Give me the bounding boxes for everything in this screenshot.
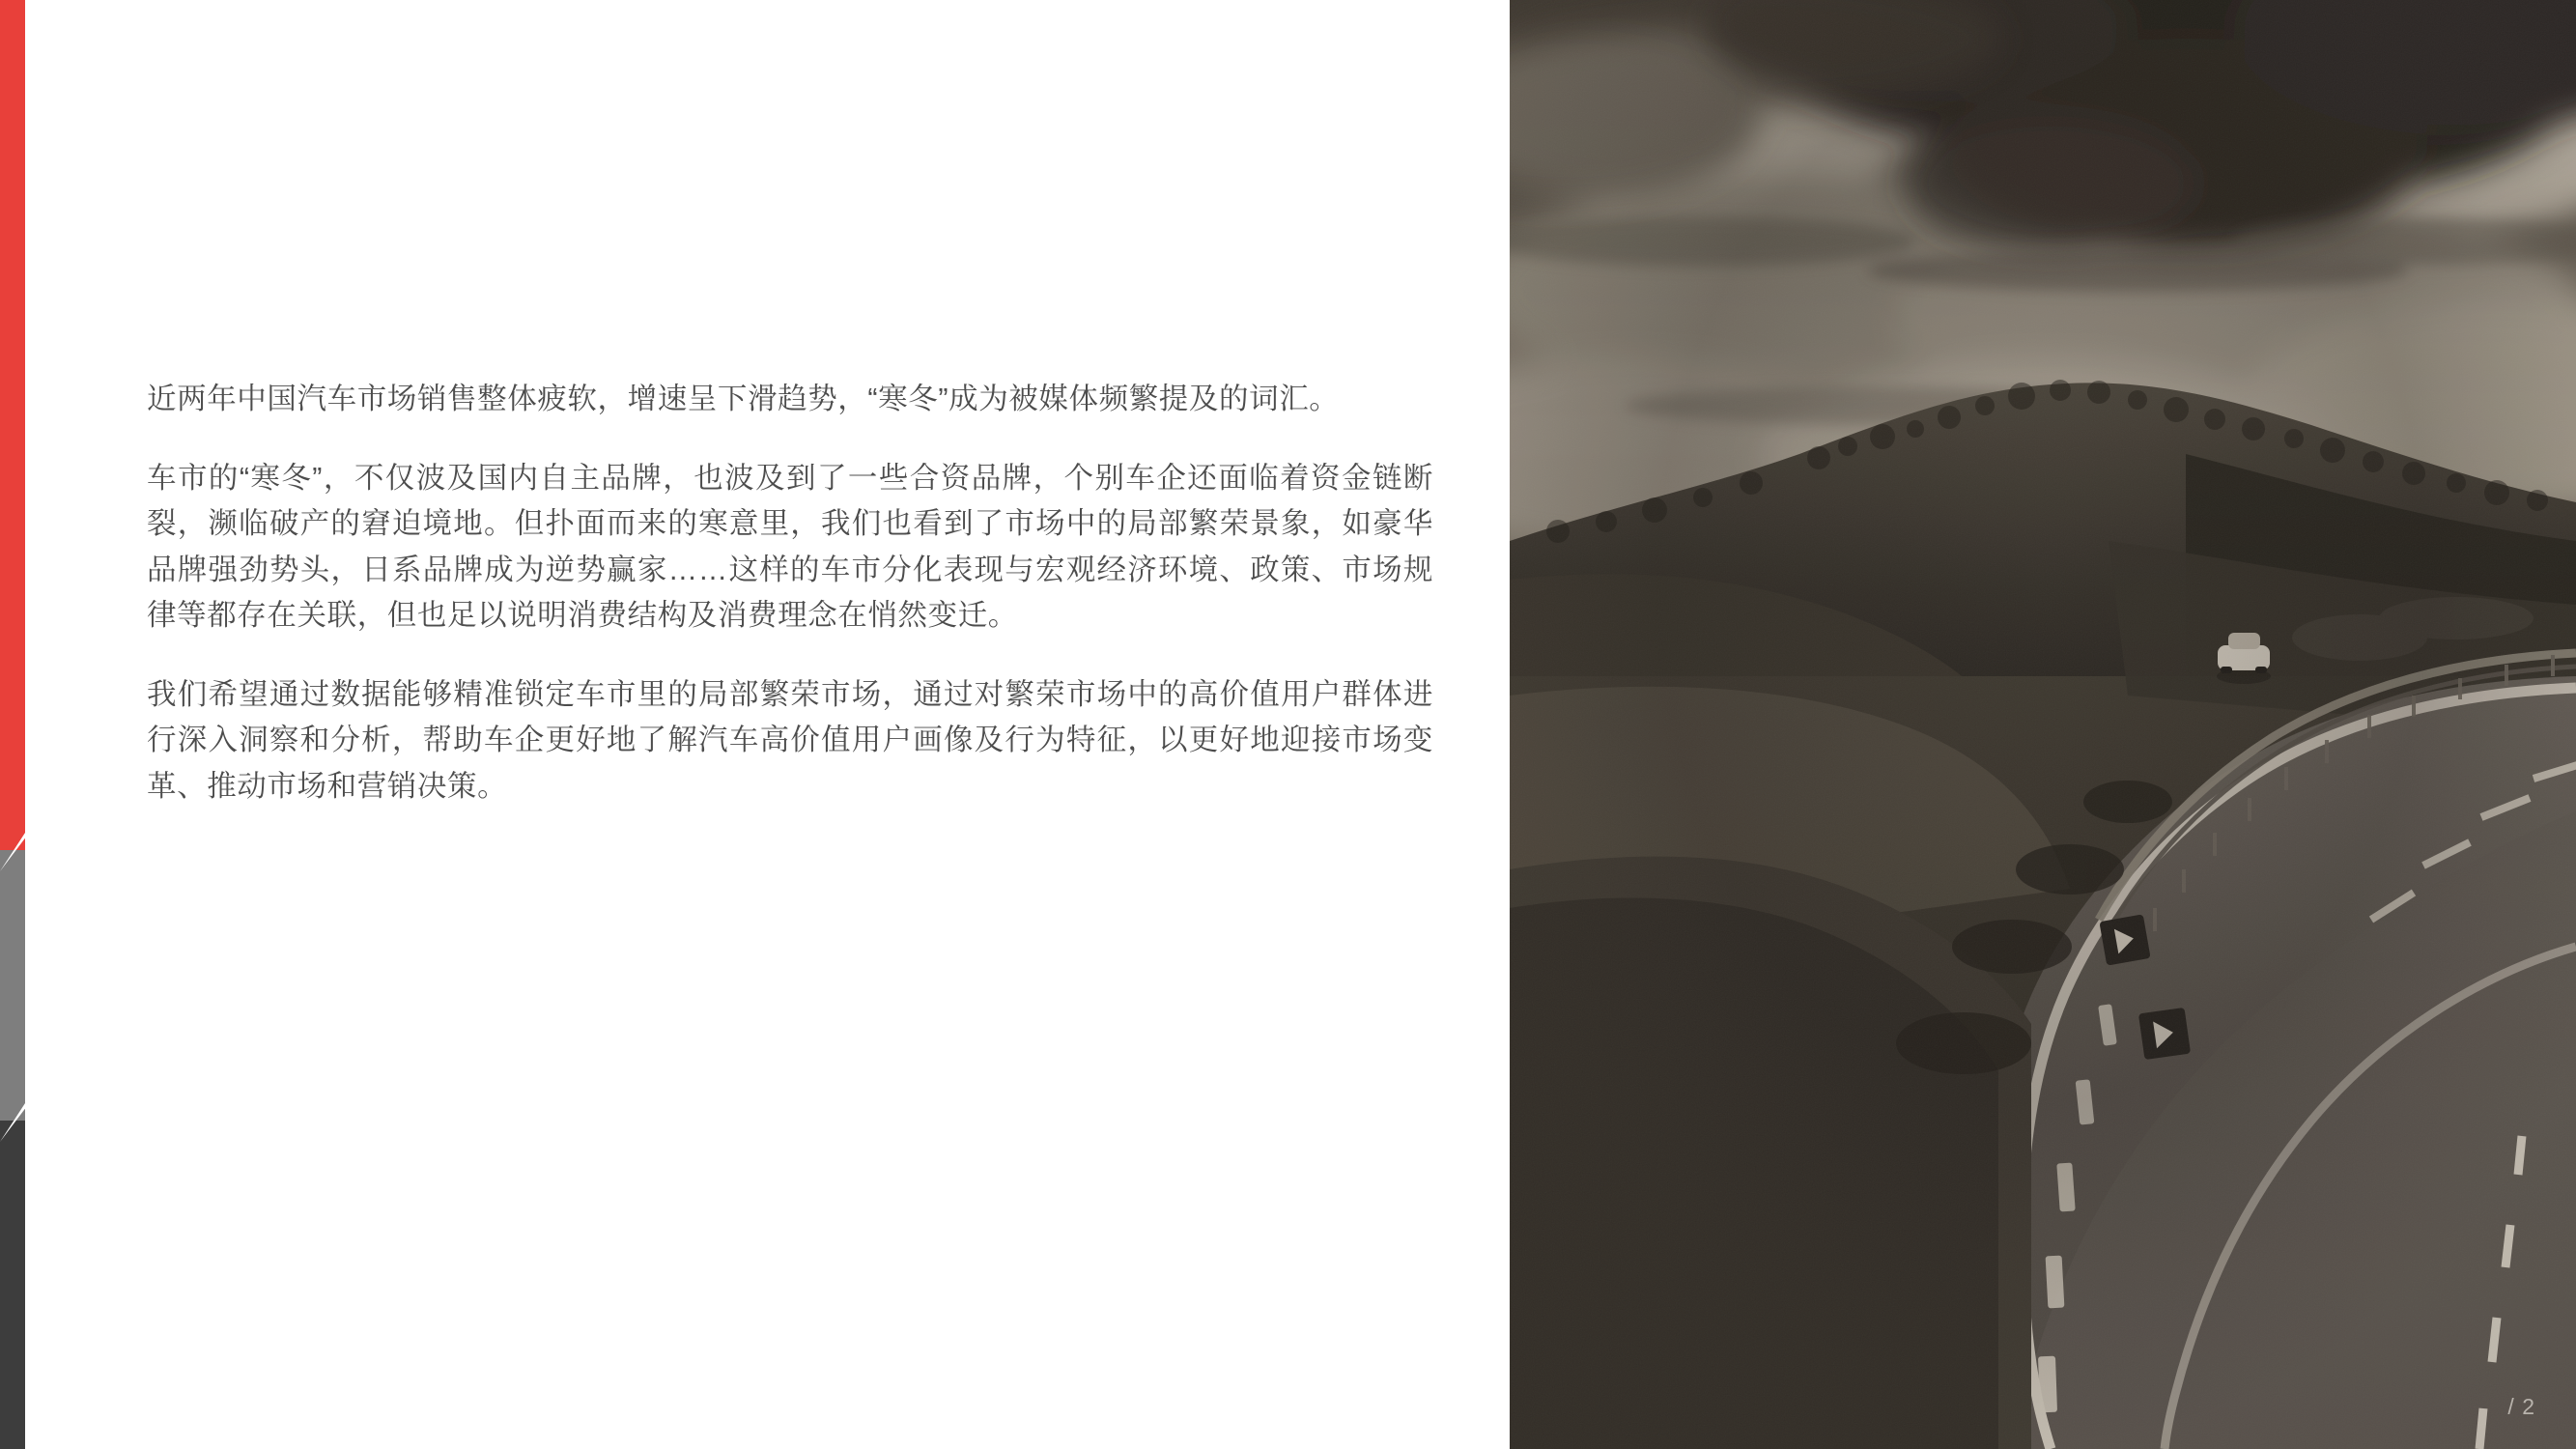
left-accent-bars	[0, 0, 25, 1449]
paragraph-objective: 我们希望通过数据能够精准锁定车市里的局部繁荣市场，通过对繁荣市场中的高价值用户群体进行深入洞察和分析，帮助车企更好地了解汽车高价值用户画像及行为特征，以更好地迎接市场变革、推动市场和营销决策。	[147, 677, 1433, 804]
winding-road-photo	[1510, 0, 2576, 1449]
accent-bar-red	[0, 0, 25, 850]
body-text-column	[147, 377, 1433, 810]
paragraph-market-analysis: 车市的“寒冬”，不仅波及国内自主品牌，也波及到了一些合资品牌，个别车企还面临着资金链断裂，濒临破产的窘迫境地。但扑面而来的寒意里，我们也看到了市场中的局部繁荣景象，如豪华品牌强劲势头，日系品牌成为逆势赢家……这样的车市分化表现与宏观经济环境、政策、市场规律等都存在关联，但也足以说明消费结构及消费理念在悄然变迁。	[147, 461, 1433, 633]
page-number: / 2	[2507, 1394, 2535, 1419]
paragraph-intro: 近两年中国汽车市场销售整体疲软，增速呈下滑趋势，“寒冬”成为被媒体频繁提及的词汇。	[147, 383, 1340, 415]
accent-bar-gray	[0, 850, 25, 1121]
accent-bar-dark	[0, 1121, 25, 1449]
